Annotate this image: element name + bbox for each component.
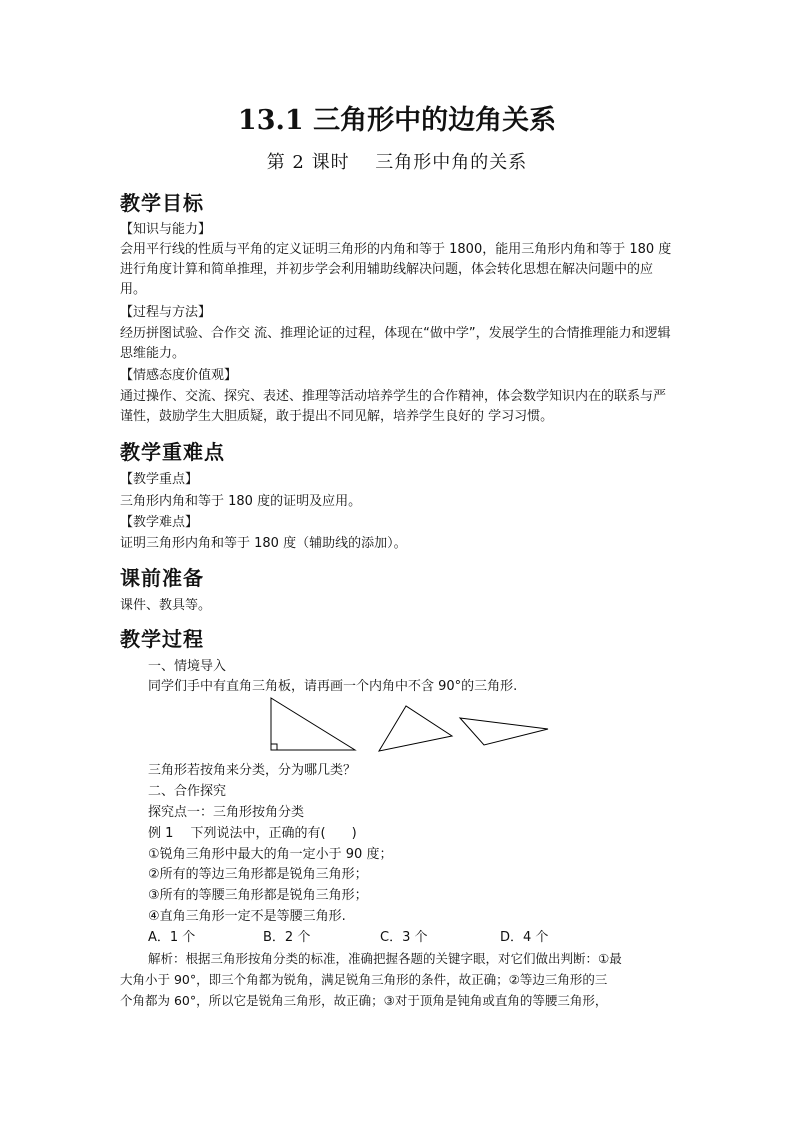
- attitude-text: 通过操作、交流、探究、表述、推理等活动培养学生的合作精神，体会数学知识内在的联系与严谨性，鼓励学生大胆质疑，敢于提出不同见解，培养学生良好的 学习习惯。: [120, 389, 667, 424]
- prep-heading: 课前准备: [120, 566, 204, 590]
- intro-label: 一、情境导入: [148, 659, 227, 674]
- explore-point: 探究点一：三角形按角分类: [148, 805, 305, 820]
- analysis-line-2: 大角小于 90°，即三个角都为锐角，满足锐角三角形的条件，故正确；②等边三角形的三: [120, 972, 608, 987]
- right-triangle-figure: [271, 698, 355, 750]
- option-c: C．3 个: [380, 930, 428, 945]
- option-b: B．2 个: [263, 930, 311, 945]
- analysis-line-1: 解析：根据三角形按角分类的标准，准确把握各题的关键字眼，对它们做出判断：①最: [148, 951, 622, 966]
- difficulty-label: 【教学难点】: [120, 515, 199, 530]
- page-title: 13.1 三角形中的边角关系: [237, 105, 557, 136]
- prep-text: 课件、教具等。: [120, 598, 212, 613]
- method-text: 经历拼图试验、合作交 流、推理论证的过程，体现在“做中学”，发展学生的合情推理能力和逻辑思维能力。: [120, 326, 671, 361]
- statement-2: ②所有的等边三角形都是锐角三角形；: [148, 867, 368, 882]
- option-d: D．4 个: [500, 930, 549, 945]
- focus-text: 三角形内角和等于 180 度的证明及应用。: [120, 494, 362, 509]
- classify-question: 三角形若按角来分类，分为哪几类？: [148, 763, 357, 778]
- explore-label: 二、合作探究: [148, 784, 227, 799]
- process-heading: 教学过程: [120, 627, 204, 651]
- option-a: A．1 个: [148, 930, 196, 945]
- statement-1: ①锐角三角形中最大的角一定小于 90 度；: [148, 847, 393, 862]
- focus-label: 【教学重点】: [120, 472, 199, 487]
- right-angle-marker: [271, 744, 277, 750]
- acute-triangle-figure: [379, 706, 452, 751]
- knowledge-label: 【知识与能力】: [120, 222, 212, 237]
- method-label: 【过程与方法】: [120, 305, 212, 320]
- goals-heading: 教学目标: [120, 191, 204, 215]
- obtuse-triangle-figure: [460, 718, 548, 745]
- example-question: 例 1 下列说法中，正确的有( ): [148, 826, 357, 841]
- page-subtitle: 第 2 课时 三角形中角的关系: [266, 152, 528, 173]
- statement-4: ④直角三角形一定不是等腰三角形.: [148, 909, 346, 924]
- difficulty-text: 证明三角形内角和等于 180 度（辅助线的添加）。: [120, 536, 407, 551]
- attitude-label: 【情感态度价值观】: [120, 368, 238, 383]
- statement-3: ③所有的等腰三角形都是锐角三角形；: [148, 888, 368, 903]
- key-heading: 教学重难点: [120, 440, 225, 464]
- knowledge-text: 会用平行线的性质与平角的定义证明三角形的内角和等于 1800，能用三角形内角和等于 180 度进行角度计算和简单推理，并初步学会利用辅助线解决问题，体会转化思想在解决问题中的应用。: [120, 242, 672, 297]
- intro-text: 同学们手中有直角三角板，请再画一个内角中不含 90°的三角形.: [148, 679, 518, 694]
- analysis-line-3: 个角都为 60°，所以它是锐角三角形，故正确；③对于顶角是钝角或直角的等腰三角形，: [120, 993, 608, 1008]
